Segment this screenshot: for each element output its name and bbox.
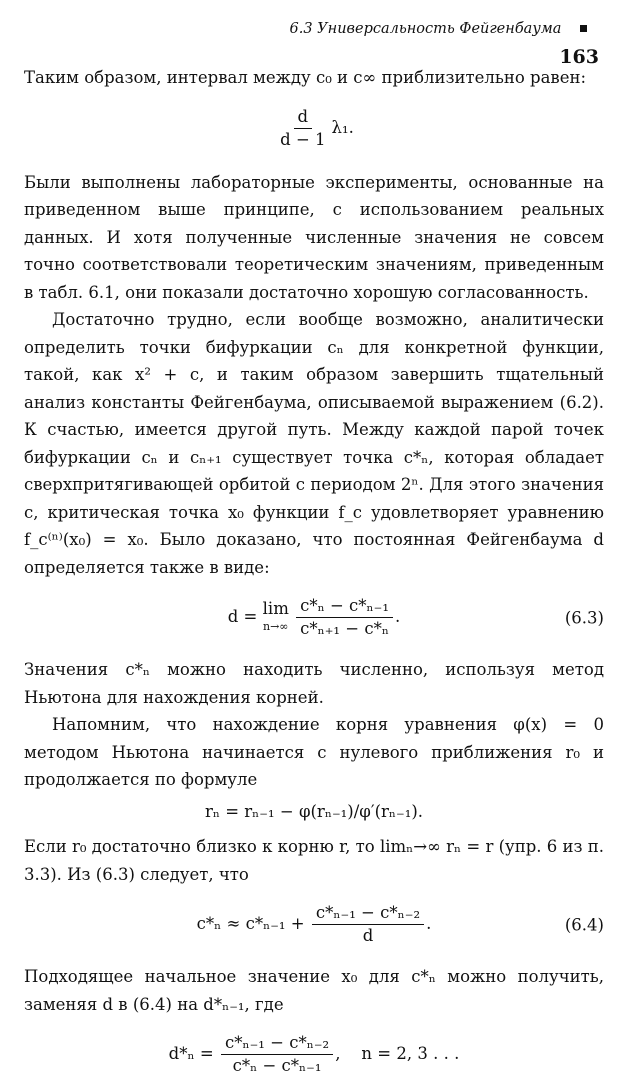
limit-label: lim — [262, 598, 289, 618]
denominator: c*ₙ₊₁ − c*ₙ — [300, 619, 389, 638]
paragraph-1: Таким образом, интервал между c₀ и c∞ приблизительно равен: — [24, 68, 587, 87]
paragraph-6: Если r₀ достаточно близко к корню r, то limₙ→∞ rₙ = r (упр. 6 из п. 3.3). Из (6.3) следует, что — [24, 837, 604, 884]
equation-number: (6.4) — [564, 914, 604, 934]
running-header — [258, 16, 599, 68]
equation-6-4 — [24, 902, 604, 947]
limit — [263, 600, 289, 636]
equation-tail: . — [395, 607, 401, 626]
equation-d-star — [24, 1032, 604, 1077]
equation-lhs: d*ₙ = — [168, 1044, 214, 1063]
page-number: 163 — [559, 45, 599, 68]
paragraph-2: Были выполнены лабораторные эксперименты, основанные на приведенном выше принципе, с использованием реальных данных. И хотя полученные численные значения не совсем точно соответствовали теоретическим значениям, приведенным в табл. 6.1, они показали достаточно хорошую согласованность. — [24, 172, 604, 302]
denominator: c*ₙ − c*ₙ₋₁ — [232, 1056, 322, 1075]
equation-lhs: d = — [227, 607, 258, 626]
denominator: d − 1 — [280, 129, 326, 149]
equation-6-3 — [24, 595, 604, 640]
fraction — [296, 595, 393, 640]
equation-lhs: c*ₙ ≈ c*ₙ₋₁ + — [196, 914, 305, 933]
numerator: d — [294, 106, 313, 129]
equation-tail: λ₁. — [331, 117, 354, 137]
fraction — [312, 902, 424, 947]
paragraph-3: Достаточно трудно, если вообще возможно, аналитически определить точки бифуркации cₙ для конкретной функции, такой, как x² + c, и таким образом завершить тщательный анализ константы Фейгенбаума, описываемой выражением (6.2). К счастью, имеется другой путь. Между каждой парой точек бифуркации cₙ и cₙ₊₁ существует точка c*ₙ, которая обладает сверхпритягивающей орбитой с периодом 2ⁿ. Для этого значения c, критическая точка x₀ функции f_c удовлетворяет уравнению f_c⁽ⁿ⁾(x₀) = x₀. Было доказано, что постоянная Фейгенбаума d определяется также в виде: — [24, 310, 604, 577]
numerator: c*ₙ₋₁ − c*ₙ₋₂ — [221, 1032, 333, 1055]
equation-tail: . — [426, 914, 432, 933]
fraction — [221, 1032, 333, 1077]
paragraph-4: Значения c*ₙ можно находить численно, используя метод Ньютона для нахождения корней. — [24, 660, 604, 707]
fraction — [276, 106, 329, 151]
numerator: c*ₙ₋₁ − c*ₙ₋₂ — [312, 902, 424, 925]
denominator: d — [362, 926, 374, 945]
page-body — [24, 64, 604, 1077]
equation-number: (6.3) — [564, 607, 604, 627]
paragraph-7: Подходящее начальное значение x₀ для c*ₙ можно получить, заменяя d в (6.4) на d*ₙ₋₁, где — [24, 967, 604, 1014]
equation-tail: , n = 2, 3 . . . — [335, 1044, 460, 1063]
limit-subscript: n→∞ — [263, 619, 289, 633]
equation-interval — [24, 106, 604, 151]
paragraph-5: Напомним, что нахождение корня уравнения φ(x) = 0 методом Ньютона начинается с нулевого приближения r₀ и продолжается по формуле — [24, 715, 604, 789]
header-square-icon — [580, 25, 587, 32]
numerator: c*ₙ − c*ₙ₋₁ — [296, 595, 393, 618]
equation-newton: rₙ = rₙ₋₁ − φ(rₙ₋₁)/φ′(rₙ₋₁). — [204, 801, 424, 821]
header-title: 6.3 Универсальность Фейгенбаума — [289, 21, 562, 37]
